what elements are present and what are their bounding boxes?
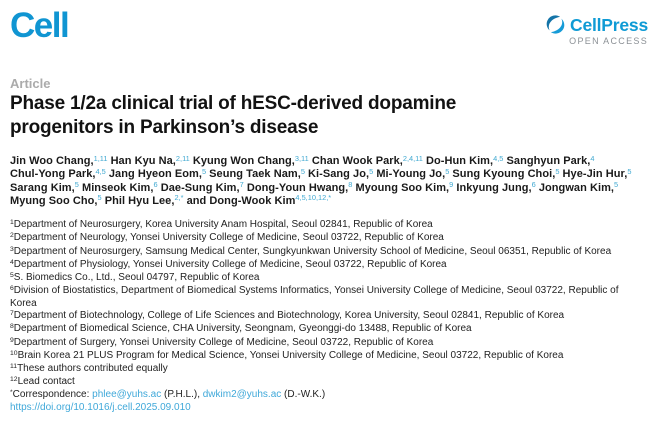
affiliation-sup: 10: [10, 349, 18, 357]
author-affiliation-sup: 5: [555, 166, 560, 176]
author-name: Sanghyun Park,: [506, 155, 591, 167]
author-affiliation-sup: 5: [369, 166, 374, 176]
affiliation-sup: 8: [10, 323, 14, 331]
author-name: Chan Wook Park,: [311, 155, 403, 167]
author-affiliation-sup: 5: [614, 180, 619, 190]
author-name: Dong-Youn Hwang,: [246, 181, 349, 194]
article-title-line1: Phase 1/2a clinical trial of hESC-derived dopamine: [10, 93, 457, 114]
author-name: Phil Hyu Lee,: [104, 194, 175, 207]
affiliation-sup: 6: [10, 284, 14, 292]
author-affiliation-sup: 5: [74, 180, 79, 190]
correspondence-star: *: [10, 389, 13, 397]
affiliation-sup: 9: [10, 336, 14, 344]
author-affiliation-sup: 2,11: [175, 153, 190, 163]
author-affiliation-sup: 4,5,10,12,*: [295, 193, 332, 203]
author-name: Mi-Young Jo,: [376, 168, 446, 181]
author-list: [10, 155, 647, 208]
affiliation-item: $^5$S. Biomedics Co., Ltd., Seoul 04797, Republic of Korea: [10, 271, 260, 283]
author-affiliation-sup: 7: [239, 180, 244, 190]
affiliation-item: $^6$Division of Biostatistics, Department of Biomedical Systems Informatics, Yonsei University College of Medicine, Seoul 03722, Republic of Korea: [10, 284, 619, 310]
correspondence-initials-1: (P.H.L.),: [161, 389, 203, 401]
open-access-label: OPEN ACCESS: [569, 36, 648, 46]
correspondence-line: [10, 389, 647, 402]
author-affiliation-sup: 5: [300, 166, 305, 176]
author-affiliation-sup: 4,5: [95, 166, 106, 176]
page-header: [0, 0, 661, 46]
affiliation-sup: 5: [10, 271, 14, 279]
doi-line: [10, 402, 647, 414]
author-name: Ki-Sang Jo,: [308, 168, 370, 181]
affiliation-item: $^9$Department of Surgery, Yonsei University College of Medicine, Seoul 03722, Republic of Korea: [10, 336, 434, 348]
cell-journal-logo: Cell: [10, 6, 69, 45]
affiliation-item: $^1$Department of Neurosurgery, Korea University Anam Hospital, Seoul 02841, Republic of Korea: [10, 219, 433, 231]
affiliation-item: $^{12}$Lead contact: [10, 376, 75, 388]
author-affiliation-sup: 3,11: [294, 153, 309, 163]
author-name: Kyung Won Chang,: [192, 155, 295, 167]
author-affiliation-sup: 8: [348, 180, 353, 190]
author-name: Myung Soo Cho,: [10, 194, 98, 207]
author-name: Inkyung Jung,: [456, 181, 532, 194]
cellpress-logo: [545, 9, 648, 46]
author-affiliation-sup: 1,11: [93, 153, 108, 163]
cellpress-wordmark: CellPress: [570, 14, 648, 35]
author-name: Myoung Soo Kim,: [355, 181, 450, 194]
affiliation-item: $^{11}$These authors contributed equally: [10, 362, 168, 374]
article-type-label: Article: [10, 76, 51, 91]
author-name: Do-Hun Kim,: [425, 155, 494, 167]
author-affiliation-sup: 4,5: [493, 153, 504, 163]
author-affiliation-sup: 5: [97, 193, 102, 203]
author-name: Minseok Kim,: [81, 181, 154, 194]
doi-link[interactable]: https://doi.org/10.1016/j.cell.2025.09.010: [10, 402, 191, 414]
author-affiliation-sup: 5: [201, 166, 207, 176]
author-name: Jongwan Kim,: [538, 181, 615, 194]
author-affiliation-sup: 2,4,11: [402, 153, 423, 163]
correspondence-label: Correspondence:: [12, 389, 93, 401]
correspondence-initials-2: (D.-W.K.): [281, 389, 326, 401]
author-name: Sarang Kim,: [10, 181, 75, 194]
author-affiliation-sup: 9: [449, 180, 454, 190]
affiliation-list: [10, 219, 647, 389]
author-name: Han Kyu Na,: [110, 155, 176, 167]
affiliation-sup: 1: [10, 219, 14, 227]
affiliation-sup: 7: [10, 310, 14, 318]
author-affiliation-sup: 2,*: [174, 193, 184, 203]
author-name: Jang Hyeon Eom,: [108, 168, 202, 181]
affiliation-item: $^8$Department of Biomedical Science, CHA University, Seongnam, Gyeonggi-do 13488, Republic of Korea: [10, 323, 472, 335]
author-name: and Dong-Wook Kim: [186, 194, 296, 207]
affiliation-sup: 12: [10, 376, 18, 384]
author-name: Hye-Jin Hur,: [562, 168, 628, 181]
author-affiliation-sup: 4: [590, 153, 595, 163]
affiliation-sup: 3: [10, 245, 14, 253]
author-line: [10, 168, 647, 181]
correspondence-email-2[interactable]: dwkim2@yuhs.ac: [202, 389, 282, 401]
author-name: Dae-Sung Kim,: [160, 181, 240, 194]
author-affiliation-sup: 5: [627, 166, 632, 176]
affiliation-item: $^{10}$Brain Korea 21 PLUS Program for Medical Science, Yonsei University College of Medicine, Seoul 03722, Republic of Korea: [10, 349, 564, 361]
author-name: Seung Taek Nam,: [209, 168, 301, 181]
article-title: [10, 92, 647, 139]
affiliation-item: $^2$Department of Neurology, Yonsei University College of Medicine, Seoul 03722, Republic of Korea: [10, 232, 444, 244]
affiliation-sup: 11: [10, 362, 18, 370]
article-header-block: [0, 77, 661, 415]
cellpress-swoosh-icon: [545, 14, 566, 35]
affiliation-sup: 4: [10, 258, 14, 266]
affiliation-item: $^3$Department of Neurosurgery, Samsung Medical Center, Sungkyunkwan University School of Medicine, Seoul 06351, Republic of Korea: [10, 245, 612, 257]
author-name: Sung Kyoung Choi,: [452, 168, 556, 181]
affiliation-sup: 2: [10, 232, 14, 240]
author-name: Chul-Yong Park,: [10, 168, 96, 181]
author-line: [10, 195, 647, 208]
author-affiliation-sup: 6: [153, 180, 158, 190]
author-affiliation-sup: 5: [445, 166, 450, 176]
article-title-line2: progenitors in Parkinson’s disease: [10, 116, 319, 138]
author-name: Jin Woo Chang,: [10, 155, 94, 167]
affiliation-item: $^4$Department of Physiology, Yonsei University College of Medicine, Seoul 03722, Republic of Korea: [10, 258, 447, 270]
correspondence-email-1[interactable]: phlee@yuhs.ac: [92, 389, 162, 401]
author-affiliation-sup: 6: [531, 180, 536, 190]
affiliation-item: $^7$Department of Biotechnology, College of Life Sciences and Biotechnology, Korea University, Seoul 02841, Republic of Korea: [10, 310, 565, 322]
